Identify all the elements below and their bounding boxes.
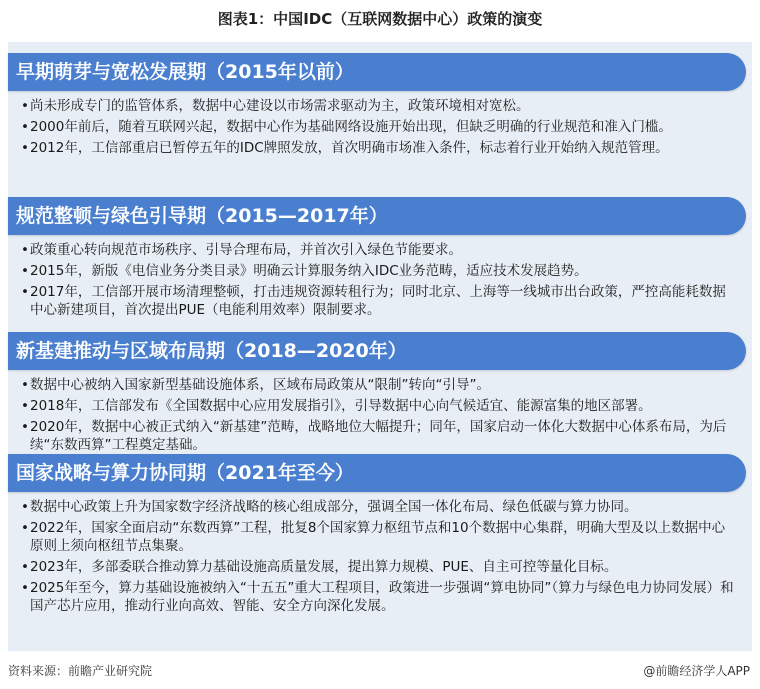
bullet-icon: • (21, 98, 29, 114)
bullet-icon: • (21, 284, 29, 300)
list-item: • 2023年，多部委联合推动算力基础设施高质量发展，提出算力规模、PUE、自主可控等量化目标。 (21, 559, 618, 575)
list-item: • 2012年，工信部重启已暂停五年的IDC牌照发放，首次明确市场准入条件，标志着行业开始纳入规范管理。 (21, 140, 669, 156)
figure-title: 图表1：中国IDC（互联网数据中心）政策的演变 (217, 10, 543, 28)
bullet-icon: • (21, 559, 29, 575)
brand-credit: @前瞻经济学人APP (643, 664, 750, 678)
bullet-icon: • (21, 520, 29, 536)
bullet-icon: • (21, 377, 29, 393)
section-heading: 早期萌芽与宽松发展期（2015年以前） (8, 53, 746, 91)
list-item: • 2000年前后，随着互联网兴起，数据中心作为基础网络设施开始出现，但缺乏明确的行业规范和准入门槛。 (21, 119, 672, 135)
list-item: • 2020年，数据中心被正式纳入“新基建”范畴，战略地位大幅提升；同年，国家启动一体化大数据中心体系布局，为后续“东数西算”工程奠定基础。 (21, 419, 727, 453)
source-note: 资料来源：前瞻产业研究院 (8, 664, 153, 678)
bullet-icon: • (21, 263, 29, 279)
bullet-icon: • (21, 119, 29, 135)
content-panel (8, 42, 752, 651)
section-early (8, 53, 752, 157)
section-heading: 规范整顿与绿色引导期（2015—2017年） (8, 197, 746, 235)
section-regulation (8, 197, 752, 319)
section-new-infra (8, 332, 752, 454)
section-heading: 新基建推动与区域布局期（2018—2020年） (8, 332, 746, 370)
list-item: • 尚未形成专门的监管体系，数据中心建设以市场需求驱动为主，政策环境相对宽松。 (21, 98, 530, 114)
section-heading: 国家战略与算力协同期（2021年至今） (8, 454, 746, 492)
list-item: • 数据中心被纳入国家新型基础设施体系，区域布局政策从“限制”转向“引导”。 (21, 377, 490, 393)
list-item: • 2017年，工信部开展市场清理整顿，打击违规资源转租行为；同时北京、上海等一线城市出台政策，严控高能耗数据中心新建项目，首次提出PUE（电能利用效率）限制要求。 (21, 284, 726, 318)
list-item: • 数据中心政策上升为国家数字经济战略的核心组成部分，强调全国一体化布局、绿色低碳与算力协同。 (21, 499, 638, 515)
list-item: • 2015年，新版《电信业务分类目录》明确云计算服务纳入IDC业务范畴，适应技术发展趋势。 (21, 263, 588, 279)
bullet-icon: • (21, 580, 29, 596)
bullet-icon: • (21, 242, 29, 258)
list-item: • 2022年，国家全面启动“东数西算”工程，批复8个国家算力枢纽节点和10个数据中心集群，明确大型及以上数据中心原则上须向枢纽节点集聚。 (21, 520, 726, 554)
list-item: • 政策重心转向规范市场秩序、引导合理布局，并首次引入绿色节能要求。 (21, 242, 462, 258)
bullet-icon: • (21, 499, 29, 515)
section-national-strategy (8, 454, 752, 615)
bullet-icon: • (21, 398, 29, 414)
list-item: • 2025年至今，算力基础设施被纳入“十五五”重大工程项目，政策进一步强调“算电协同”（算力与绿色电力协同发展）和国产芯片应用，推动行业向高效、智能、安全方向深化发展。 (21, 580, 734, 614)
bullet-icon: • (21, 419, 29, 435)
bullet-icon: • (21, 140, 29, 156)
list-item: • 2018年，工信部发布《全国数据中心应用发展指引》，引导数据中心向气候适宜、能源富集的地区部署。 (21, 398, 652, 414)
